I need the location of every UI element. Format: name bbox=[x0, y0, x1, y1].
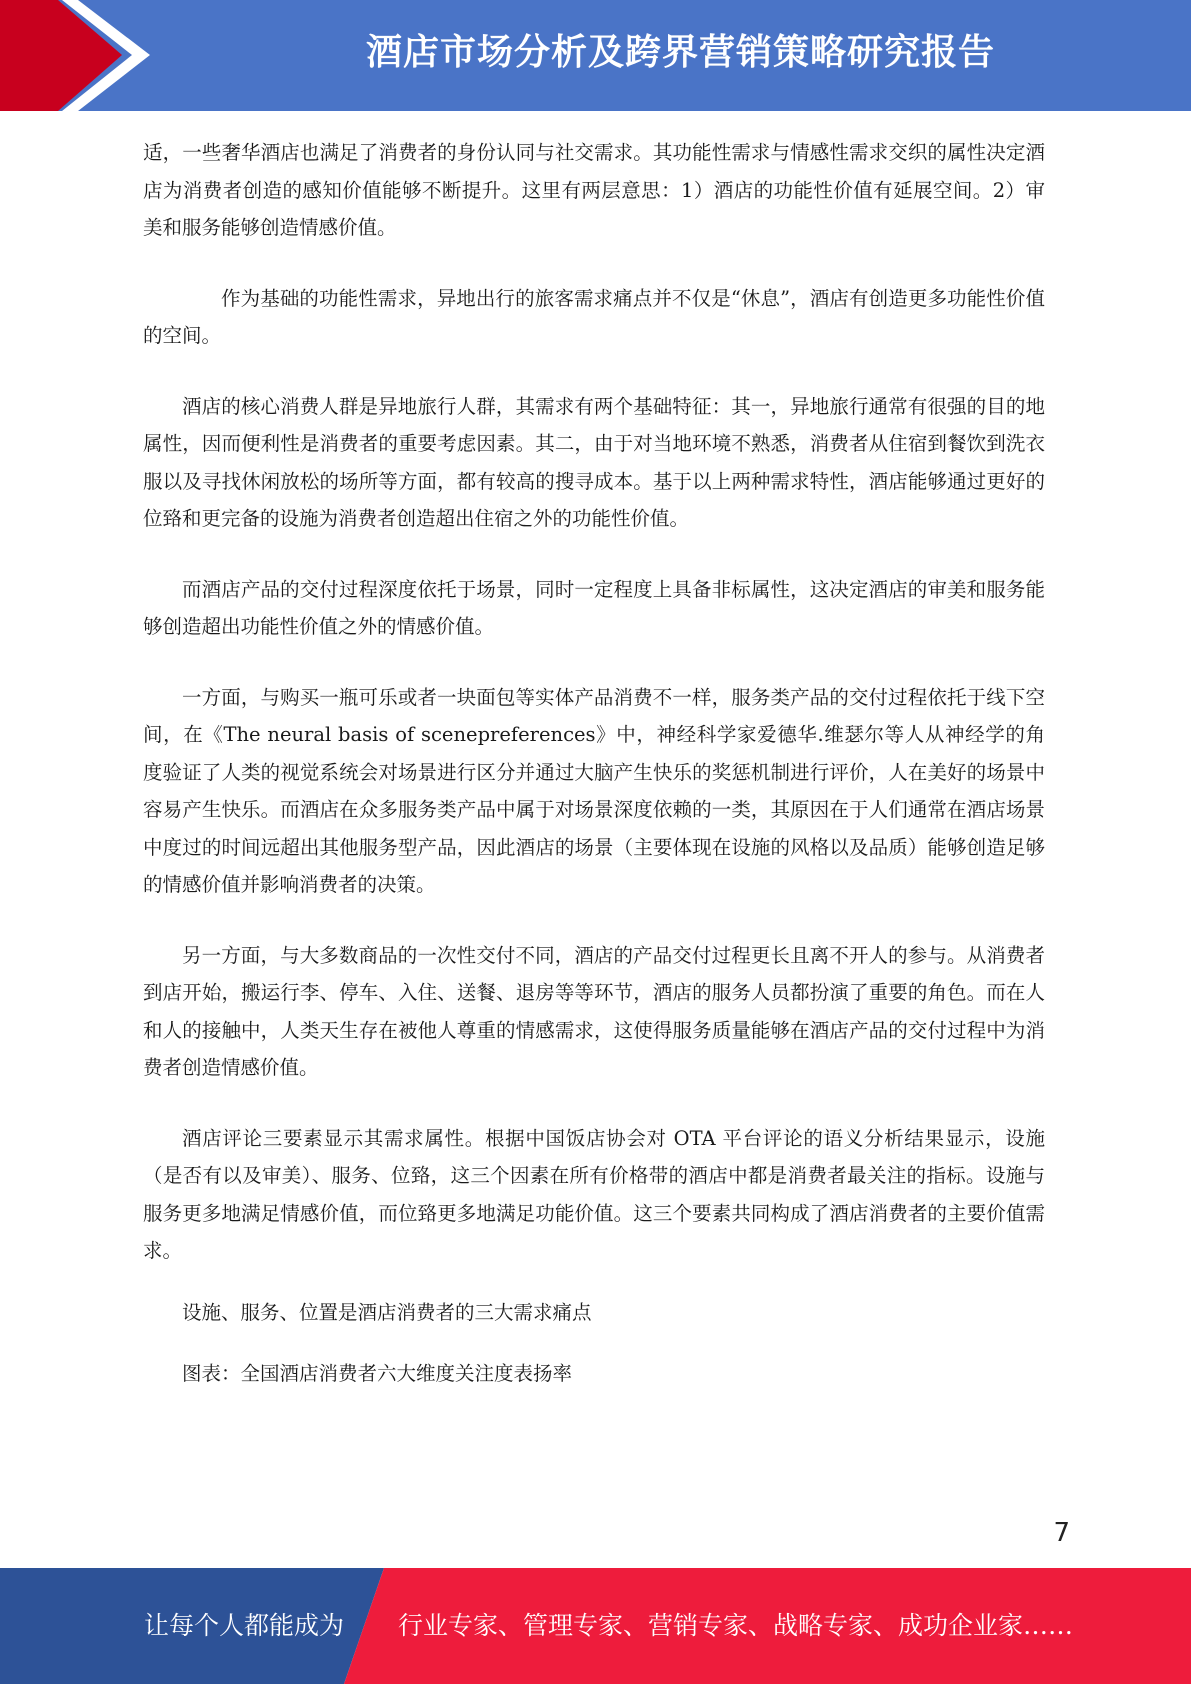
paragraph: 而酒店产品的交付过程深度依托于场景，同时一定程度上具备非标属性，这决定酒店的审美和服务能够创造超出功能性价值之外的情感价值。 bbox=[143, 577, 1045, 638]
paragraph: 酒店的核心消费人群是异地旅行人群，其需求有两个基础特征：其一，异地旅行通常有很强的目的地属性，因而便利性是消费者的重要考虑因素。其二，由于对当地环境不熟悉，消费者从住宿到餐饮到洗衣服以及寻找休闲放松的场所等方面，都有较高的搜寻成本。基于以上两种需求特性，酒店能够通过更好的位臵和更完备的设施为消费者创造超出住宿之外的功能性价值。 bbox=[143, 394, 1045, 530]
page-footer bbox=[0, 1568, 1191, 1684]
footer-slogan-left: 让每个人都能成为 bbox=[144, 1611, 345, 1640]
paragraph: 适，一些奢华酒店也满足了消费者的身份认同与社交需求。其功能性需求与情感性需求交织的属性决定酒店为消费者创造的感知价值能够不断提升。这里有两层意思：1）酒店的功能性价值有延展空间。2）审美和服务能够创造情感价值。 bbox=[143, 141, 1045, 239]
section-subheading: 设施、服务、位置是酒店消费者的三大需求痛点 bbox=[182, 1300, 592, 1324]
report-title: 酒店市场分析及跨界营销策略研究报告 bbox=[365, 32, 995, 73]
footer-slogan-right: 行业专家、管理专家、营销专家、战略专家、成功企业家…… bbox=[398, 1611, 1074, 1640]
paragraph: 一方面，与购买一瓶可乐或者一块面包等实体产品消费不一样，服务类产品的交付过程依托于线下空间，在《The neural basis of scenepreferences》中，神经科学家爱德华.维瑟尔等人从神经学的角度验证了人类的视觉系统会对场景进行区分并通过大脑产生快乐的奖惩机制进行评价，人在美好的场景中容易产生快乐。而酒店在众多服务类产品中属于对场景深度依赖的一类，其原因在于人们通常在酒店场景中度过的时间远超出其他服务型产品，因此酒店的场景（主要体现在设施的风格以及品质）能够创造足够的情感价值并影响消费者的决策。 bbox=[143, 685, 1045, 896]
paragraph: 另一方面，与大多数商品的一次性交付不同，酒店的产品交付过程更长且离不开人的参与。从消费者到店开始，搬运行李、停车、入住、送餐、退房等等环节，酒店的服务人员都扮演了重要的角色。而在人和人的接触中，人类天生存在被他人尊重的情感需求，这使得服务质量能够在酒店产品的交付过程中为消费者创造情感价值。 bbox=[143, 943, 1045, 1079]
page-number: 7 bbox=[1053, 1518, 1070, 1548]
header-arrow-decoration bbox=[0, 0, 160, 111]
paragraph: 作为基础的功能性需求，异地出行的旅客需求痛点并不仅是“休息”，酒店有创造更多功能性价值的空间。 bbox=[143, 286, 1045, 347]
document-body bbox=[143, 134, 1045, 1393]
page-header bbox=[0, 0, 1191, 111]
figure-caption: 图表：全国酒店消费者六大维度关注度表扬率 bbox=[182, 1362, 573, 1385]
paragraph: 酒店评论三要素显示其需求属性。根据中国饭店协会对 OTA 平台评论的语义分析结果显示，设施（是否有以及审美）、服务、位臵，这三个因素在所有价格带的酒店中都是消费者最关注的指标。设施与服务更多地满足情感价值，而位臵更多地满足功能价值。这三个要素共同构成了酒店消费者的主要价值需求。 bbox=[143, 1126, 1045, 1262]
